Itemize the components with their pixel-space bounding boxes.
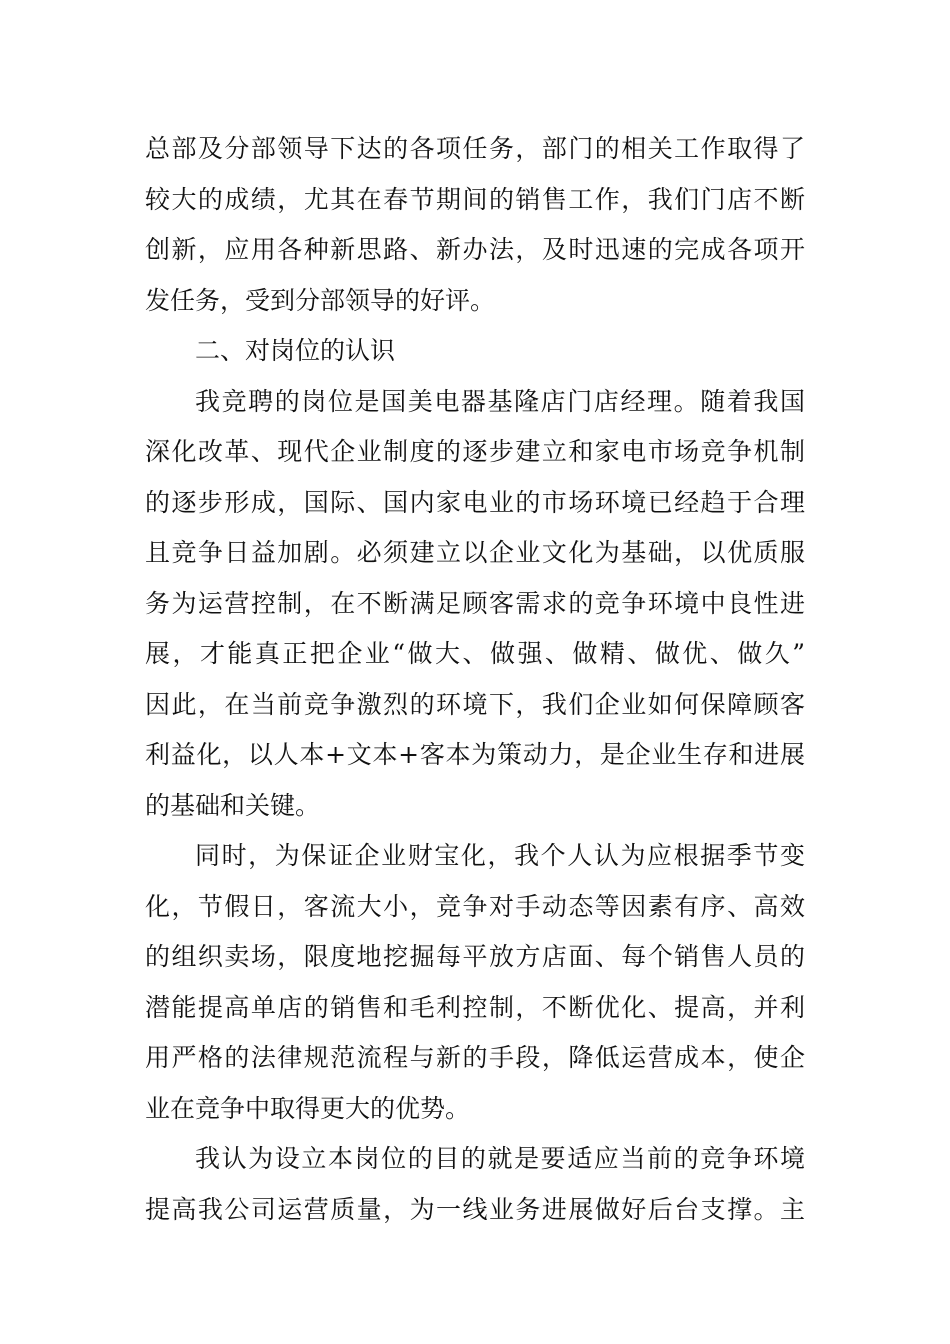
text-line: 业在竞争中取得更大的优势。 [145, 1093, 471, 1123]
text-line: 同时，为保证企业财宝化，我个人认为应根据季节变 [195, 841, 805, 870]
text-line: 较大的成绩，尤其在春节期间的销售工作，我们门店不断 [145, 184, 805, 214]
text-line: 的组织卖场，限度地挖掘每平放方店面、每个销售人员的 [145, 942, 805, 971]
text-line: 总部及分部领导下达的各项任务，部门的相关工作取得了 [145, 134, 805, 163]
text-line: 创新，应用各种新思路、新办法，及时迅速的完成各项开 [145, 235, 805, 264]
text-line: 用严格的法律规范流程与新的手段，降低运营成本，使企 [145, 1043, 805, 1072]
text-line: 我认为设立本岗位的目的就是要适应当前的竞争环境 [195, 1144, 805, 1173]
text-line: 的基础和关键。 [145, 790, 321, 820]
text-line: 利益化，以人本+文本+客本为策动力，是企业生存和进展 [145, 740, 805, 769]
text-line: 的逐步形成，国际、国内家电业的市场环境已经趋于合理 [145, 487, 805, 517]
text-line: 提高我公司运营质量，为一线业务进展做好后台支撑。主 [145, 1194, 805, 1224]
text-line: 潜能提高单店的销售和毛利控制，不断优化、提高，并利 [145, 992, 805, 1022]
document-body [145, 124, 805, 1235]
text-line: 深化改革、现代企业制度的逐步建立和家电市场竞争机制 [145, 437, 805, 466]
text-line: 且竞争日益加剧。必须建立以企业文化为基础，以优质服 [145, 538, 805, 567]
text-line: 务为运营控制，在不断满足顾客需求的竞争环境中良性进 [145, 588, 805, 618]
text-line: 二、对岗位的认识 [195, 336, 396, 365]
text-line: 化，节假日，客流大小，竞争对手动态等因素有序、高效 [145, 891, 805, 921]
text-line: 因此，在当前竞争激烈的环境下，我们企业如何保障顾客 [145, 689, 805, 719]
text-line: 发任务，受到分部领导的好评。 [145, 285, 496, 315]
text-line: 我竞聘的岗位是国美电器基隆店门店经理。随着我国 [195, 386, 805, 416]
text-line: 展，才能真正把企业“做大、做强、做精、做优、做久” [145, 639, 805, 668]
